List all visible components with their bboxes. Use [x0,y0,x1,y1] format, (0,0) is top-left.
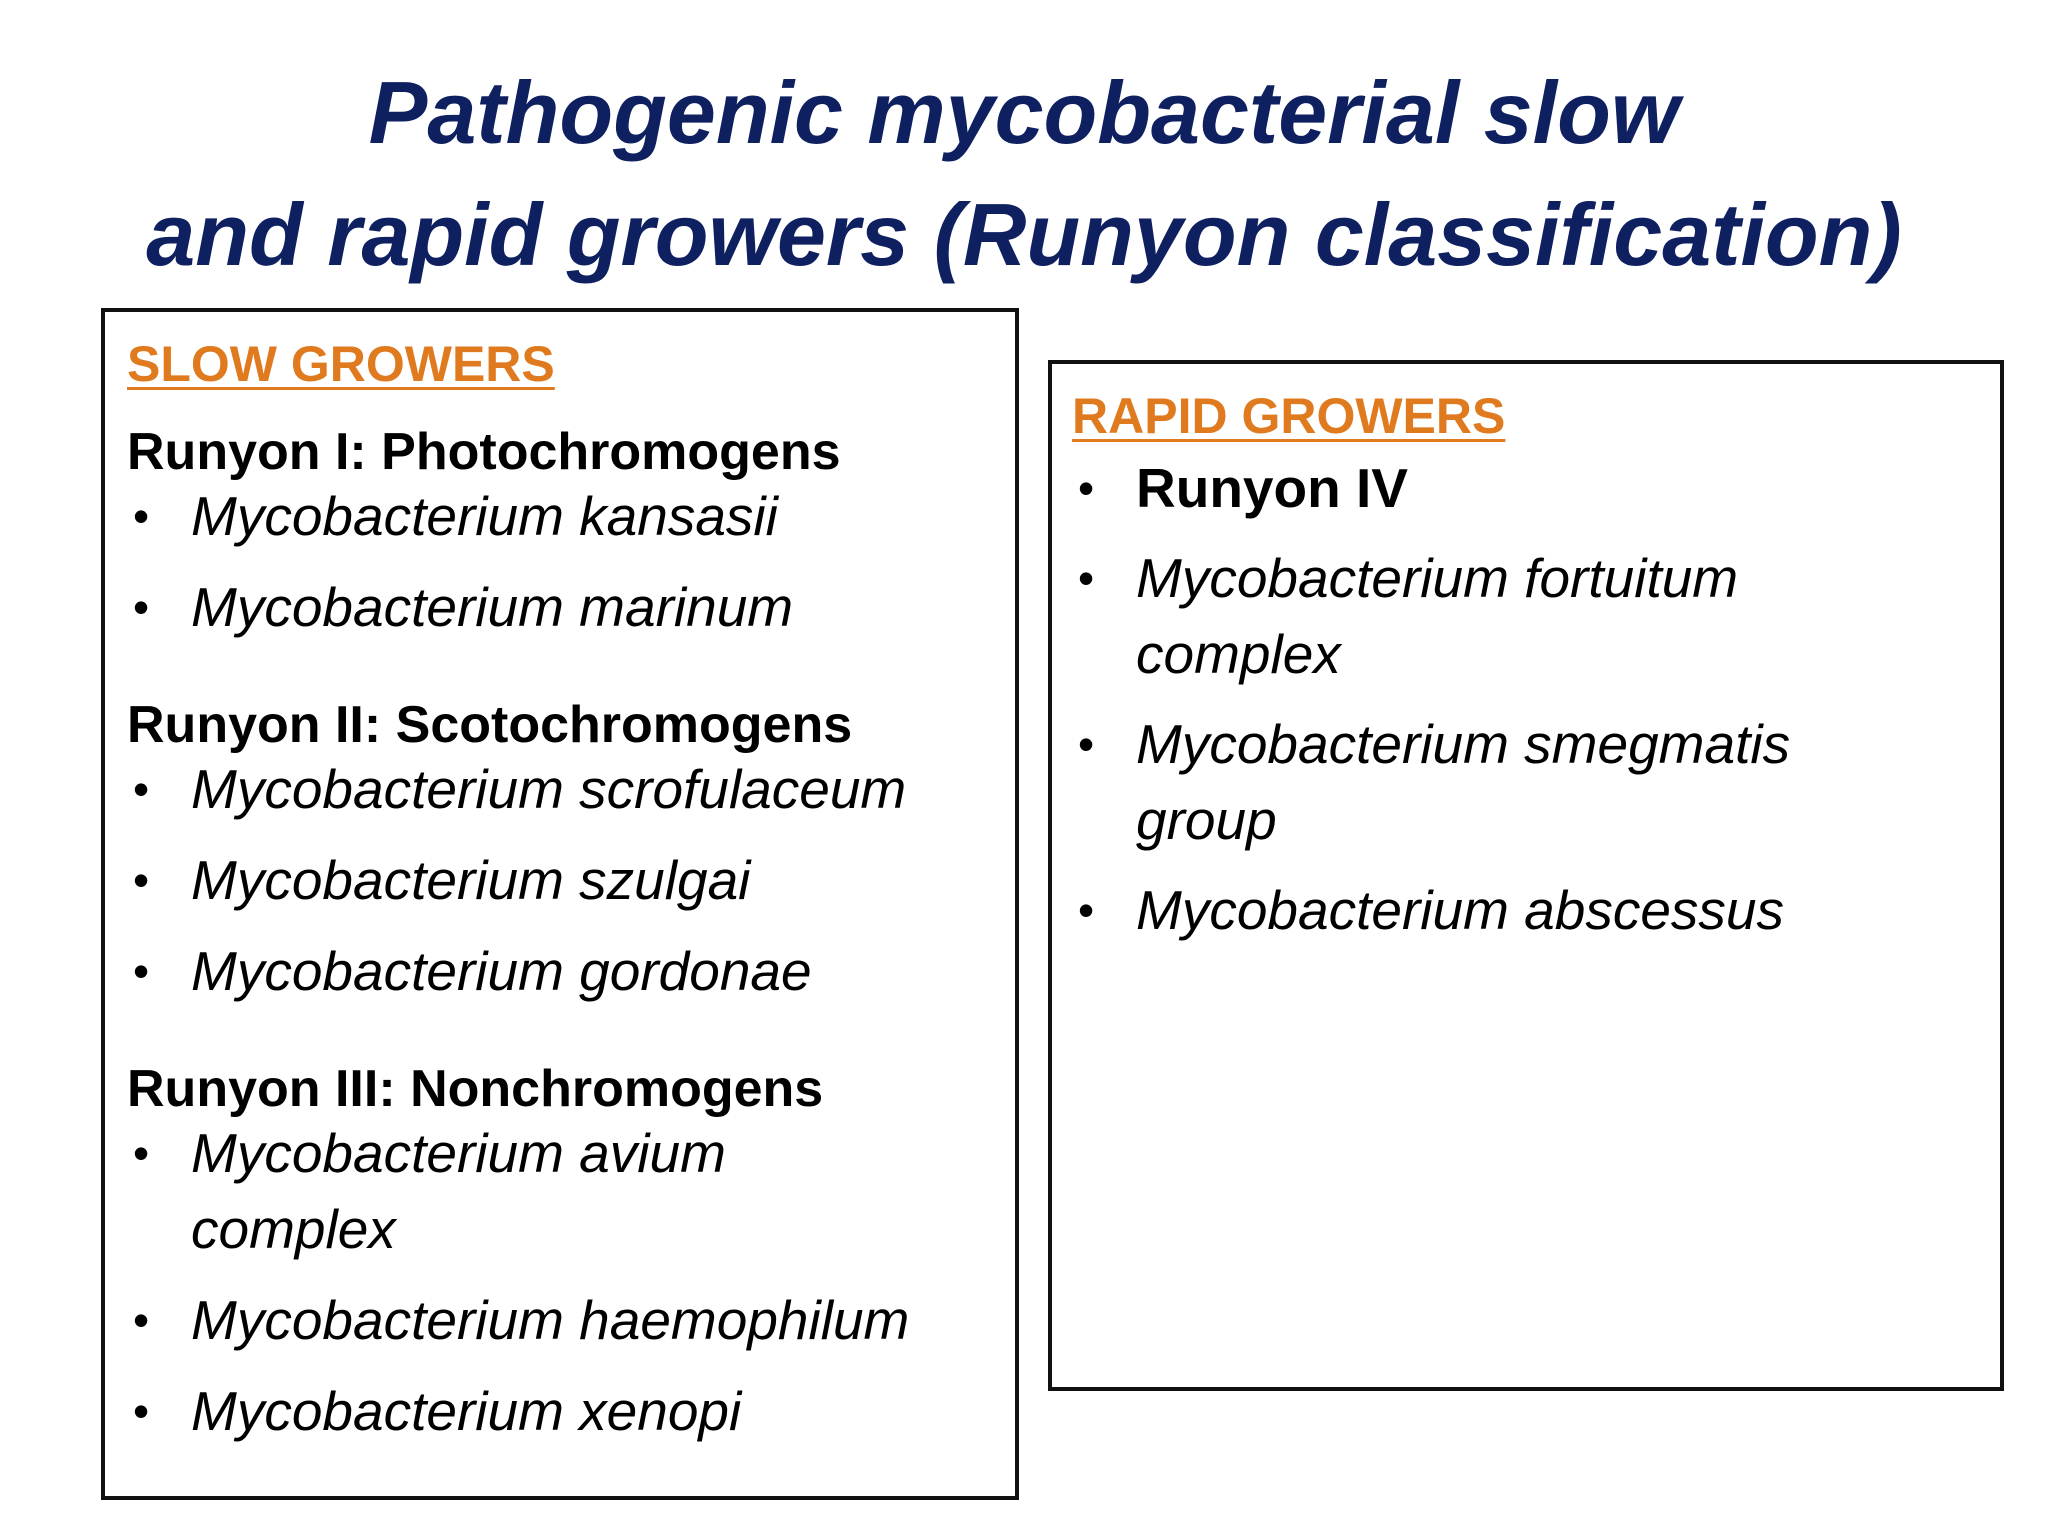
bullet-icon: • [1078,552,1095,604]
list-item-text: Mycobacterium smegmatis group [1136,713,1791,851]
runyon-1-heading: Runyon I: Photochromogens [127,423,841,481]
list-item [1058,540,1876,692]
list-item [113,569,793,645]
bullet-icon: • [133,763,150,815]
bullet-icon: • [133,854,150,906]
list-item-text: Mycobacterium kansasii [191,485,778,547]
bullet-icon: • [133,490,150,542]
list-item [1058,450,1408,526]
bullet-icon: • [133,945,150,997]
list-item-text: Mycobacterium gordonae [191,940,812,1002]
runyon-3-heading: Runyon III: Nonchromogens [127,1060,824,1118]
slide-title [0,52,2048,296]
list-item-text: Mycobacterium xenopi [191,1380,742,1442]
list-item [113,842,750,918]
runyon-2-heading: Runyon II: Scotochromogens [127,696,853,754]
list-item [113,751,906,827]
list-item-text: Mycobacterium marinum [191,576,794,638]
bullet-icon: • [133,581,150,633]
slow-growers-box [101,308,1019,1500]
list-item-text: Mycobacterium fortuitum complex [1136,547,1739,685]
bullet-icon: • [1078,718,1095,770]
list-item [1058,872,1784,948]
rapid-growers-box [1048,360,2004,1391]
bullet-icon: • [133,1127,150,1179]
list-item [113,1115,791,1267]
list-item [113,1282,909,1358]
list-item-text: Mycobacterium abscessus [1136,879,1785,941]
rapid-growers-heading: RAPID GROWERS [1072,388,1506,444]
bullet-icon: • [1078,884,1095,936]
list-item [113,1373,741,1449]
slow-growers-heading: SLOW GROWERS [127,336,555,392]
list-item [1058,706,1876,858]
list-item-text: Mycobacterium scrofulaceum [191,758,907,820]
list-item [113,933,812,1009]
list-item-text: Mycobacterium szulgai [191,849,751,911]
list-item [113,478,778,554]
bullet-icon: • [1078,462,1095,514]
list-item-text: Runyon IV [1136,457,1408,519]
bullet-icon: • [133,1385,150,1437]
bullet-icon: • [133,1294,150,1346]
list-item-text: Mycobacterium haemophilum [191,1289,910,1351]
list-item-text: Mycobacterium avium complex [191,1122,726,1260]
slide-title-line-2: and rapid growers (Runyon classification) [146,185,1902,284]
slide-title-line-1: Pathogenic mycobacterial slow [368,63,1680,162]
